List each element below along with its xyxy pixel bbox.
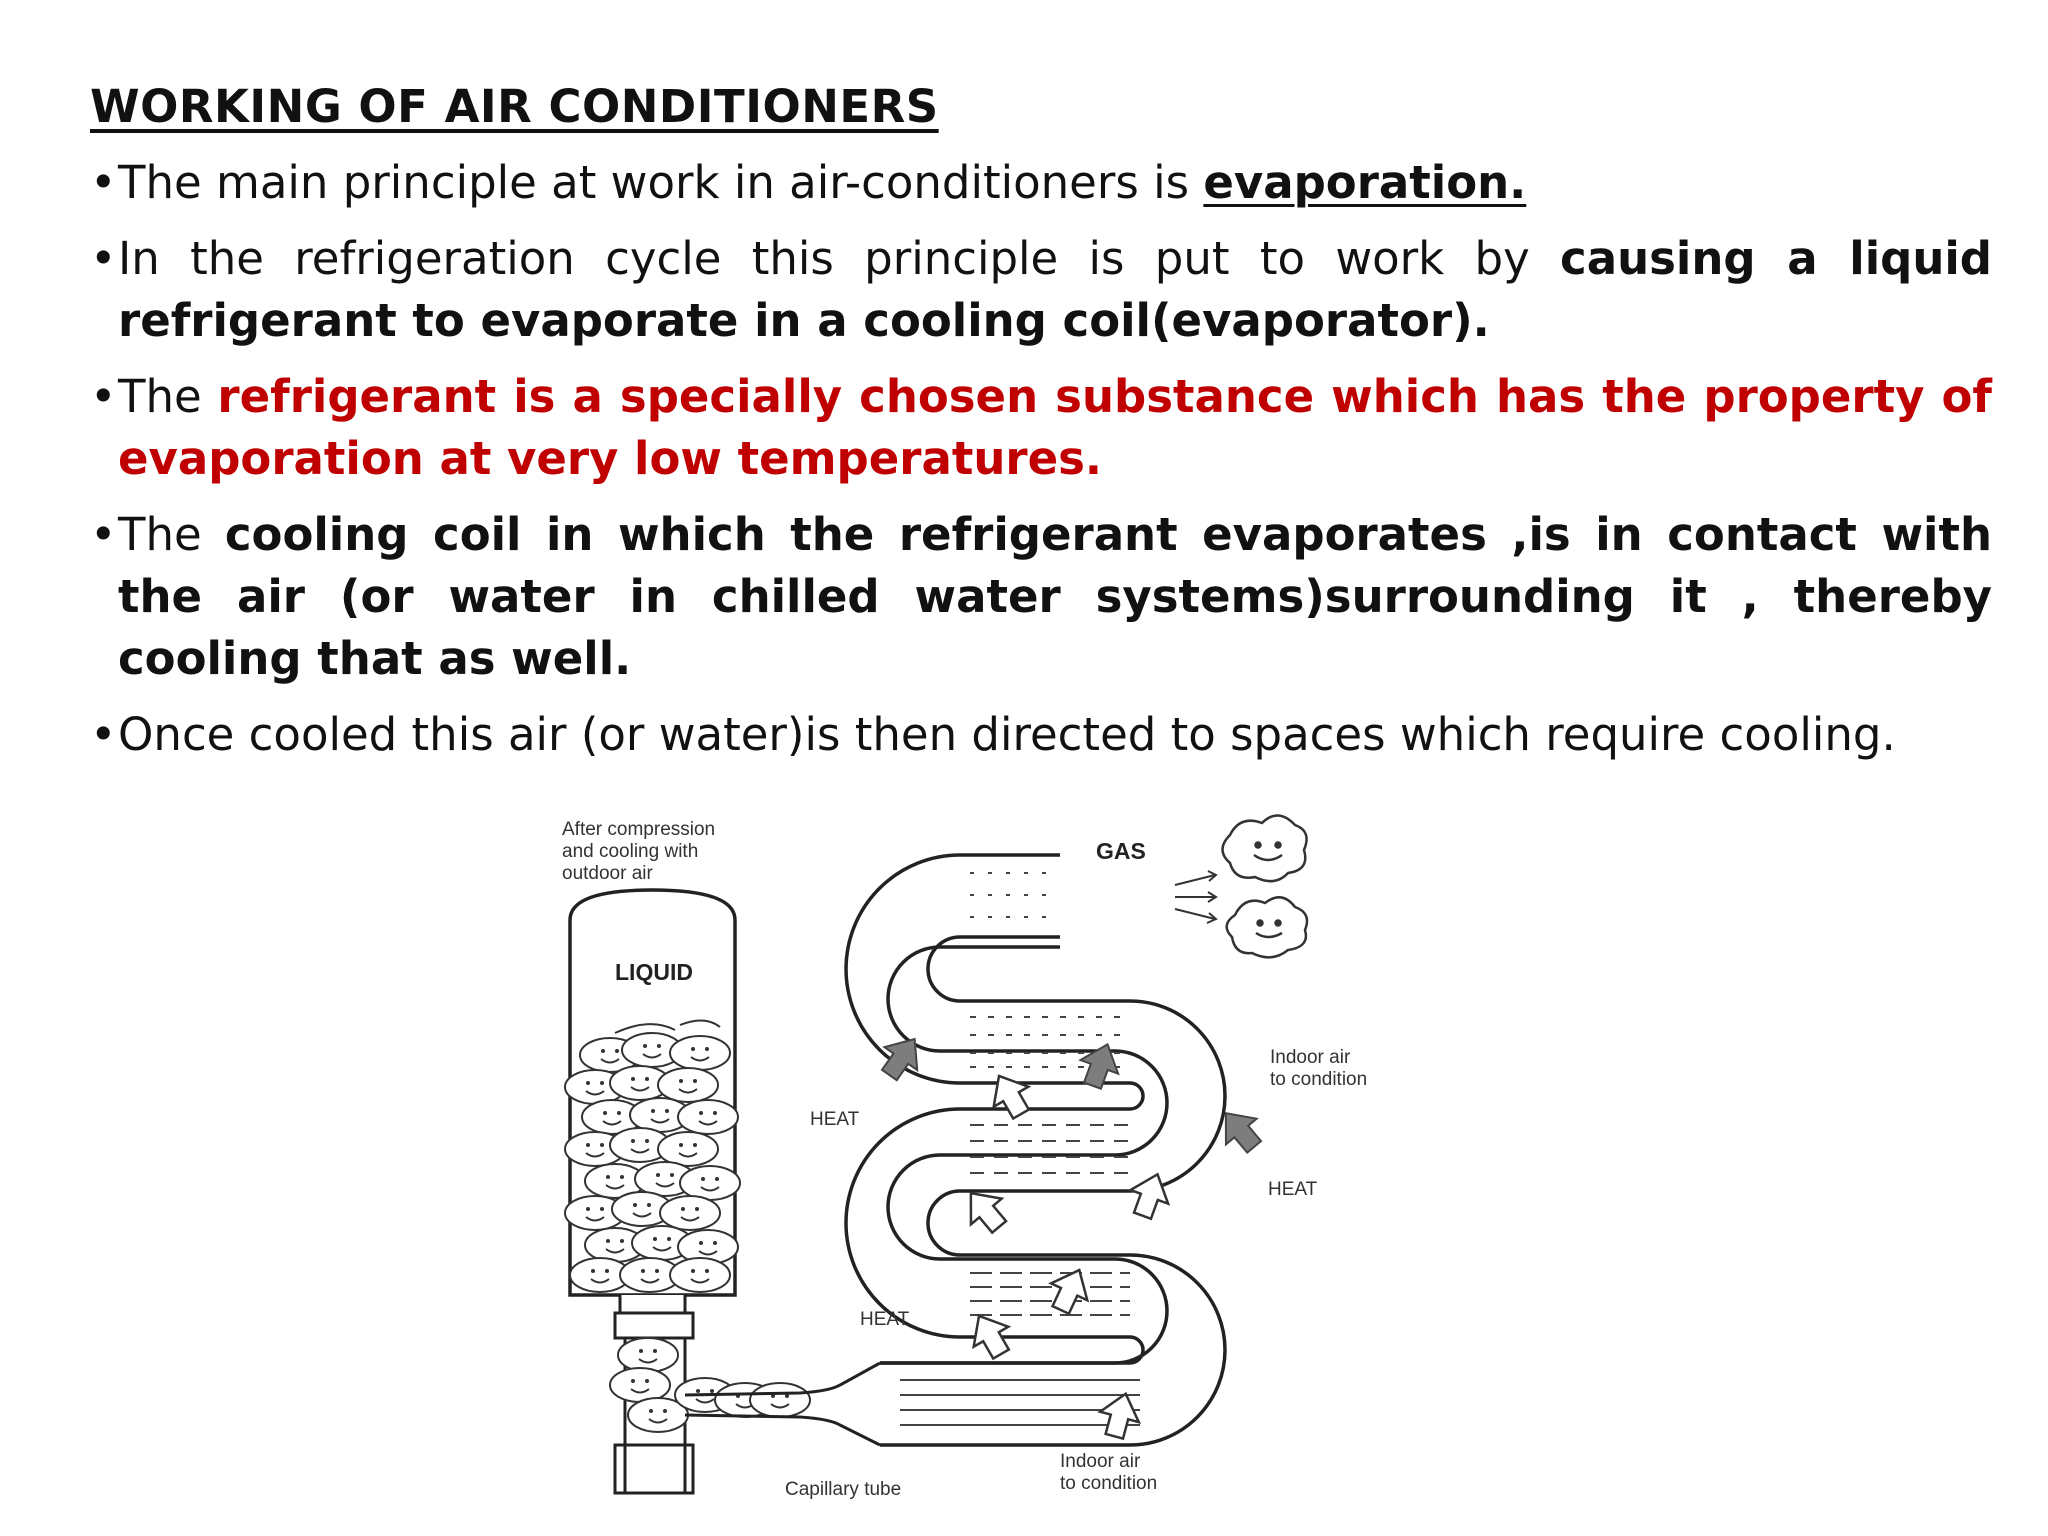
after-compression-label: After compression xyxy=(562,819,716,840)
bullet-emphasis: evaporation. xyxy=(1203,156,1527,209)
slide-title: WORKING OF AIR CONDITIONERS xyxy=(90,80,939,133)
heat-label-left: HEAT xyxy=(810,1109,860,1130)
bullet-cooling-coil xyxy=(90,504,1992,690)
gas-flow-arrows xyxy=(1175,871,1216,923)
bullet-text: In the refrigeration cycle this principle is put to work by xyxy=(118,232,1561,285)
bullet-list xyxy=(90,152,1992,780)
indoor-air-label-right: Indoor air xyxy=(1270,1047,1351,1068)
refrigerant-flow xyxy=(900,873,1140,1425)
heat-label-right: HEAT xyxy=(1268,1179,1318,1200)
indoor-air-label-right: to condition xyxy=(1270,1069,1368,1090)
bullet-text: Once cooled this air (or water)is then directed to spaces which require cooling. xyxy=(118,708,1896,761)
bullet-cooled-air xyxy=(90,704,1992,766)
evaporator-coil xyxy=(880,795,1256,1445)
heat-label-bottom: HEAT xyxy=(860,1309,910,1330)
bullet-emphasis: causing a liquid refrigerant to evaporate in a cooling coil(evaporator). xyxy=(118,232,1993,347)
smiley-droplet-icon xyxy=(565,1020,810,1432)
bullet-emphasis-red: refrigerant is a specially chosen substance which has the property of evaporation at very low temperatures. xyxy=(118,370,1993,485)
indoor-air-label-bottom: to condition xyxy=(1060,1473,1158,1494)
capillary-tube-label: Capillary tube xyxy=(785,1479,902,1500)
gas-label: GAS xyxy=(1096,838,1146,864)
bullet-emphasis: cooling coil in which the refrigerant evaporates ,is in contact with the air (or water in chilled water systems)surrounding it , thereby cooling that as well. xyxy=(118,508,1993,685)
bullet-text: The xyxy=(118,370,218,423)
bullet-refrigerant-property xyxy=(90,366,1992,490)
bullet-refrigeration-cycle xyxy=(90,228,1992,352)
after-compression-label: and cooling with xyxy=(562,841,699,862)
liquid-label: LIQUID xyxy=(615,959,693,985)
indoor-air-label-bottom: Indoor air xyxy=(1060,1451,1141,1472)
cloud-face-icon xyxy=(1223,815,1308,957)
bullet-text: The xyxy=(118,508,225,561)
bullet-text: The main principle at work in air-conditioners is xyxy=(118,156,1204,209)
refrigeration-diagram xyxy=(540,795,1400,1500)
evaporator-coil-outline xyxy=(846,855,1225,1445)
after-compression-label: outdoor air xyxy=(562,863,653,884)
bullet-evaporation-principle xyxy=(90,152,1992,214)
